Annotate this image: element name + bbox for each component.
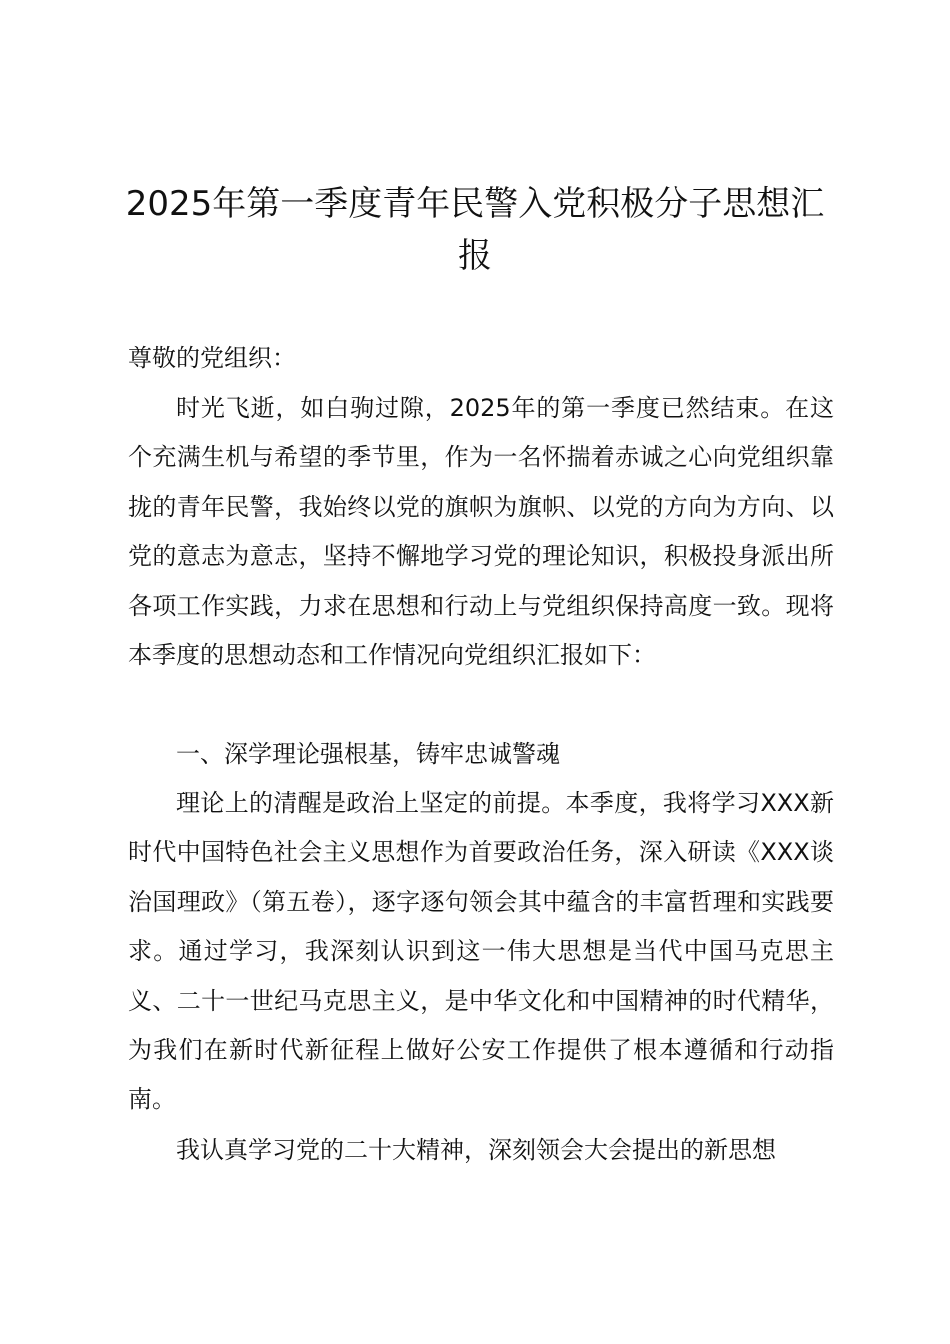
section-heading: 一、深学理论强根基，铸牢忠诚警魂 (176, 740, 560, 768)
document-title: 2025年第一季度青年民警入党积极分子思想汇报 (125, 184, 825, 276)
section-paragraph: 我认真学习党的二十大精神，深刻领会大会提出的新思想 (176, 1136, 776, 1164)
salutation: 尊敬的党组织： (128, 344, 296, 372)
intro-paragraph: 时光飞逝，如白驹过隙，2025年的第一季度已然结束。在这个充满生机与希望的季节里，作为一名怀揣着赤诚之心向党组织靠拢的青年民警，我始终以党的旗帜为旗帜、以党的方向为方向、以党的意志为意志，坚持不懈地学习党的理论知识，积极投身派出所各项工作实践，力求在思想和行动上与党组织保持高度一致。现将本季度的思想动态和工作情况向党组织汇报如下： (128, 394, 834, 670)
section-paragraph: 理论上的清醒是政治上坚定的前提。本季度，我将学习XXX新时代中国特色社会主义思想作为首要政治任务，深入研读《XXX谈治国理政》（第五卷），逐字逐句领会其中蕴含的丰富哲理和实践要求。通过学习，我深刻认识到这一伟大思想是当代中国马克思主义、二十一世纪马克思主义，是中华文化和中国精神的时代精华，为我们在新时代新征程上做好公安工作提供了根本遵循和行动指南。 (128, 789, 834, 1114)
